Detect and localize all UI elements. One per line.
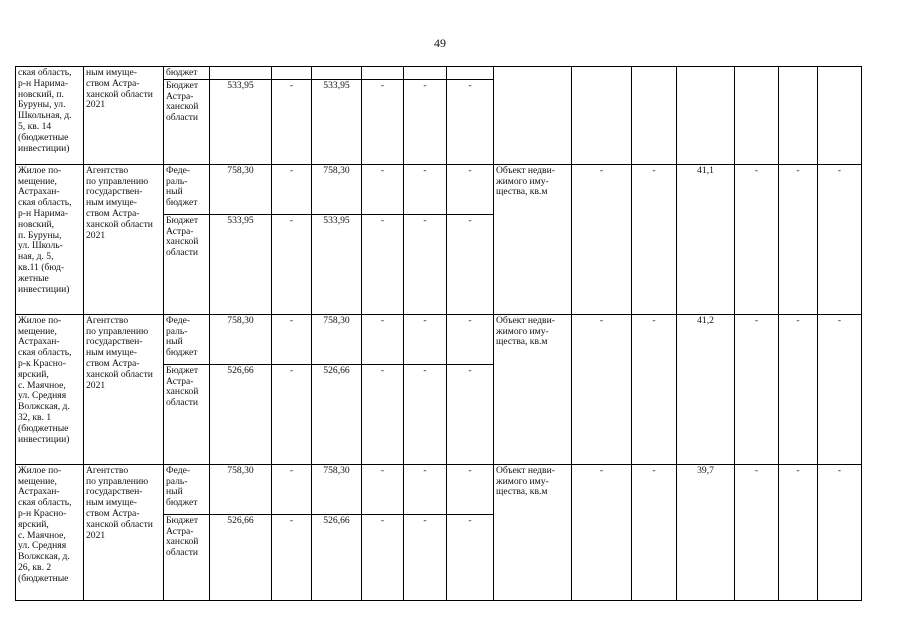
fund-source-cell: Феде- раль- ный бюджет	[164, 464, 210, 514]
amount-cell: 526,66	[210, 514, 272, 600]
amount-cell: 533,95	[210, 79, 272, 164]
fund-source-cell: Феде- раль- ный бюджет	[164, 314, 210, 364]
property-cell: Объект недви- жимого иму- щества, кв.м	[494, 314, 572, 464]
property-cell	[494, 67, 572, 165]
page-number: 49	[434, 36, 446, 50]
total-cell: 533,95	[312, 79, 362, 164]
table-row: Бюджет Астра- ханской области 526,66 - 526,66 - - -	[16, 364, 862, 464]
table-row: Жилое по- мещение, Астрахан- ская область, р-н Нарима- новский, п. Буруны, ул. Школь- ная, д. 5, кв.11 (бюд- жетные инвестиции) Агентство по управлению государствен- ным имуще- ством Астра- ханской области 2021 Феде- раль- ный бюджет 758,30 - 758,30 - - - Объект недви- жимого иму- щества, кв.м - - 41,1 - - -	[16, 164, 862, 214]
object-cell: ская область, р-н Нарима- новский, п. Буруны, ул. Школьная, д. 5, кв. 14 (бюджетные инвестиции)	[16, 67, 84, 165]
amount-cell: 526,66	[210, 364, 272, 464]
fund-source-cell: Феде- раль- ный бюджет	[164, 164, 210, 214]
table-row: Бюджет Астра- ханской области 526,66 - 526,66 - - -	[16, 514, 862, 600]
value-cell: 39,7	[677, 464, 735, 600]
table-row: Жилое по- мещение, Астрахан- ская область, р-к Красно- ярский, с. Маячное, ул. Средняя Волжская, д. 32, кв. 1 (бюджетные инвестиции) Агентство по управлению государствен- ным имуще- ством Астра- ханской области 2021 Феде- раль- ный бюджет 758,30 - 758,30 - - - Объект недви- жимого иму- щества, кв.м - - 41,2 - - -	[16, 314, 862, 364]
agency-cell: ным имуще- ством Астра- ханской области 2021	[84, 67, 164, 165]
table-row: Жилое по- мещение, Астрахан- ская область, р-н Красно- ярский, с. Маячное, ул. Средняя Волжская, д. 26, кв. 2 (бюджетные Агентство по управлению государствен- ным имуще- ством Астра- ханской области 2021 Феде- раль- ный бюджет 758,30 - 758,30 - - - Объект недви- жимого иму- щества, кв.м - - 39,7 - - -	[16, 464, 862, 514]
total-cell: 758,30	[312, 464, 362, 514]
table-row: Бюджет Астра- ханской области 533,95 - 533,95 - - -	[16, 214, 862, 314]
total-cell: 758,30	[312, 314, 362, 364]
agency-cell: Агентство по управлению государствен- ным имуще- ством Астра- ханской области 2021	[84, 464, 164, 600]
table-row-fragment-a	[16, 67, 862, 80]
amount-cell: 758,30	[210, 164, 272, 214]
property-cell: Объект недви- жимого иму- щества, кв.м	[494, 464, 572, 600]
fund-source-cell: Бюджет Астра- ханской области	[164, 364, 210, 464]
object-cell: Жилое по- мещение, Астрахан- ская область, р-н Нарима- новский, п. Буруны, ул. Школь- ная, д. 5, кв.11 (бюд- жетные инвестиции)	[16, 164, 84, 314]
agency-cell: Агентство по управлению государствен- ным имуще- ством Астра- ханской области 2021	[84, 314, 164, 464]
object-cell: Жилое по- мещение, Астрахан- ская область, р-н Красно- ярский, с. Маячное, ул. Средняя Волжская, д. 26, кв. 2 (бюджетные	[16, 464, 84, 600]
table-row-fragment-b: Бюджет Астра- ханской области 533,95 - 533,95 - - -	[16, 79, 862, 164]
fund-source-cell: бюджет	[164, 67, 210, 80]
total-cell: 526,66	[312, 514, 362, 600]
amount-cell: 758,30	[210, 314, 272, 364]
value-cell: 41,1	[677, 164, 735, 314]
investment-table	[15, 66, 862, 601]
amount-cell: 758,30	[210, 464, 272, 514]
fund-source-cell: Бюджет Астра- ханской области	[164, 214, 210, 314]
total-cell: 533,95	[312, 214, 362, 314]
total-cell: 758,30	[312, 164, 362, 214]
agency-cell: Агентство по управлению государствен- ным имуще- ством Астра- ханской области 2021	[84, 164, 164, 314]
value-cell: 41,2	[677, 314, 735, 464]
total-cell: 526,66	[312, 364, 362, 464]
fund-source-cell: Бюджет Астра- ханской области	[164, 514, 210, 600]
amount-cell: 533,95	[210, 214, 272, 314]
property-cell: Объект недви- жимого иму- щества, кв.м	[494, 164, 572, 314]
object-cell: Жилое по- мещение, Астрахан- ская область, р-к Красно- ярский, с. Маячное, ул. Средняя Волжская, д. 32, кв. 1 (бюджетные инвестиции)	[16, 314, 84, 464]
fund-source-cell: Бюджет Астра- ханской области	[164, 79, 210, 164]
